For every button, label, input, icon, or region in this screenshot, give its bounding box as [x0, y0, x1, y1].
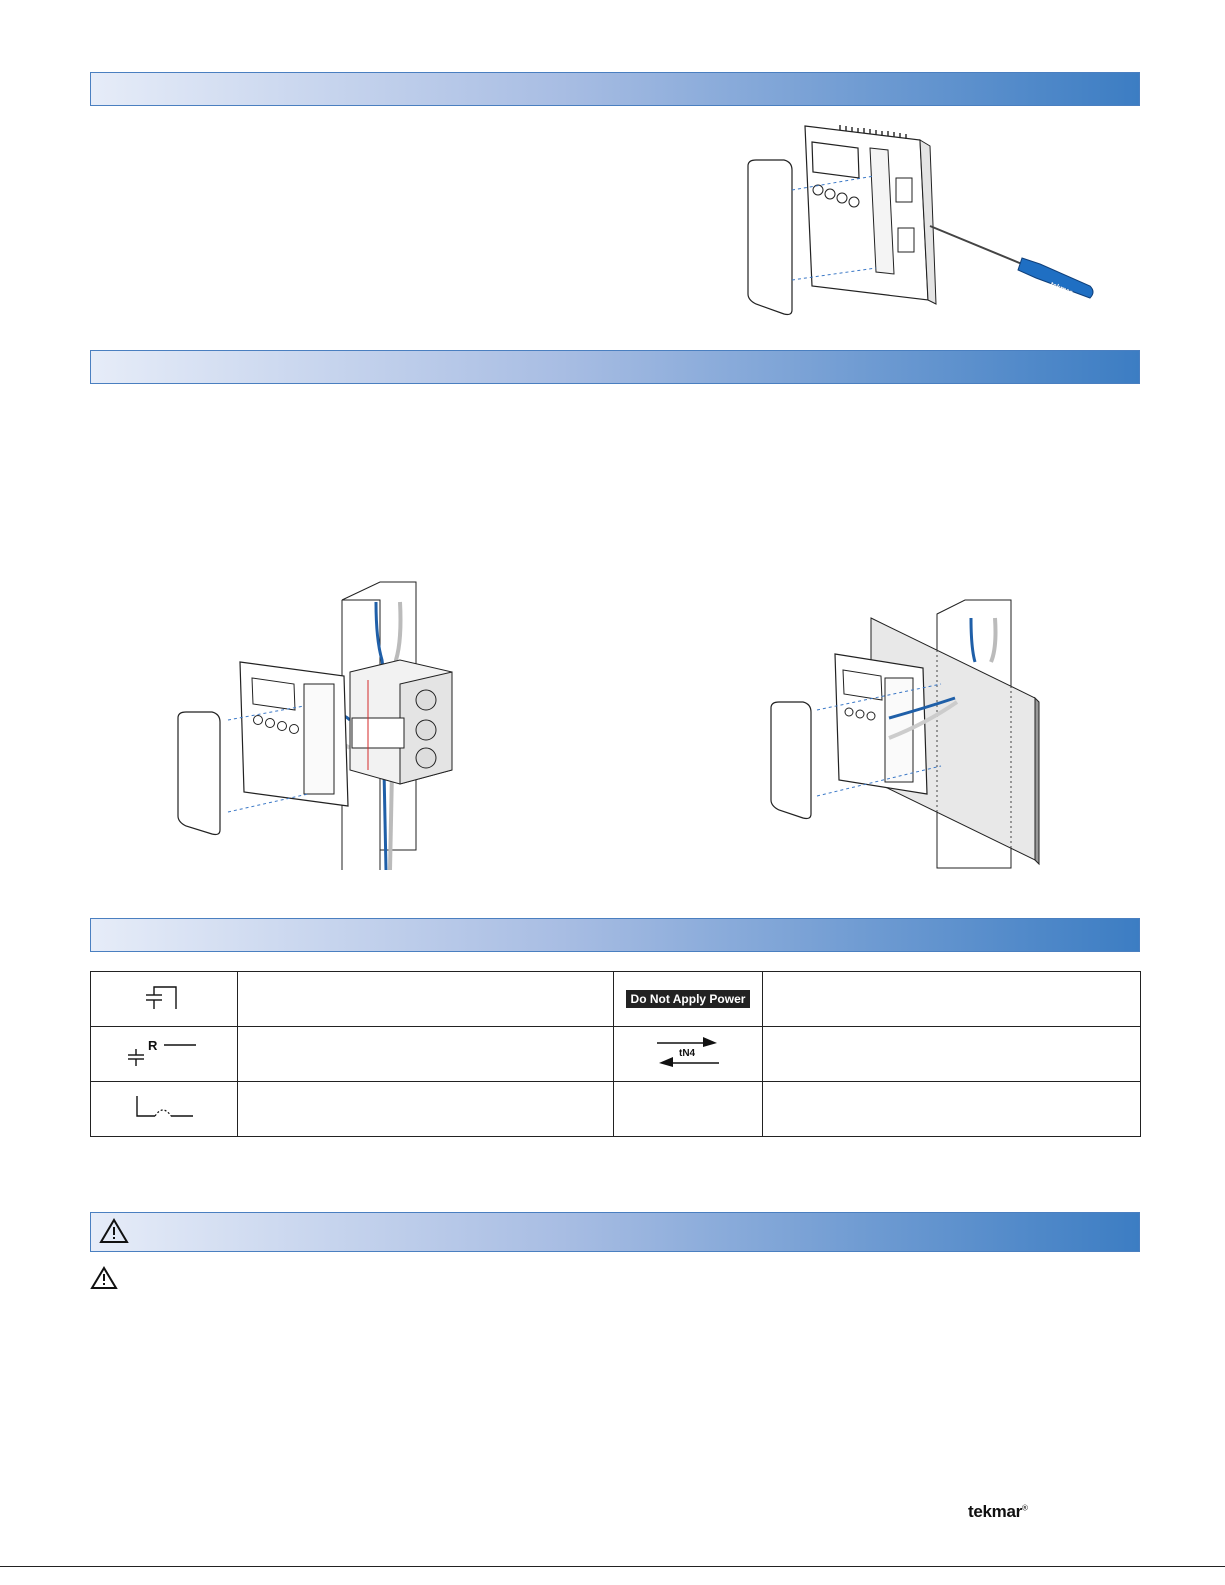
description-cell: [238, 1082, 614, 1137]
tn4-communication-icon: [655, 1035, 721, 1069]
svg-text:tekmar: tekmar: [1049, 281, 1074, 297]
table-row: [91, 1027, 1141, 1082]
electrical-box-mounting-illustration: [170, 580, 490, 875]
cover-removal-illustration: [740, 118, 1100, 318]
footer-rule: [0, 1566, 1225, 1567]
description-cell: [238, 972, 614, 1027]
screwdriver: [930, 226, 1093, 298]
symbol-cell: [91, 972, 238, 1027]
description-cell: [763, 1082, 1141, 1137]
section-header-bar-1: [90, 72, 1140, 106]
relay-label: R: [148, 1037, 158, 1053]
warning-triangle-icon: [90, 1266, 118, 1290]
symbol-cell: [614, 1082, 763, 1137]
relay-contact-icon: [126, 1037, 202, 1067]
symbol-cell: [614, 972, 763, 1027]
table-row: [91, 972, 1141, 1027]
front-cover: [771, 702, 811, 819]
symbol-cell: [614, 1027, 763, 1082]
symbol-cell: [91, 1082, 238, 1137]
front-cover: [748, 160, 792, 315]
symbols-table: [90, 971, 1141, 1137]
warning-triangle-icon: [99, 1218, 129, 1244]
dry-contact-icon: [142, 983, 186, 1011]
wall-mounting-illustration: [765, 598, 1055, 873]
thermostat-body: [805, 125, 936, 304]
electrical-box: [350, 660, 452, 784]
section-header-bar-2: [90, 350, 1140, 384]
section-header-bar-caution: [90, 1212, 1140, 1252]
description-cell: [238, 1027, 614, 1082]
section-header-bar-3: [90, 918, 1140, 952]
wire-jumper-icon: [133, 1092, 195, 1122]
tn4-label: tN4: [679, 1047, 696, 1059]
symbol-cell: [91, 1027, 238, 1082]
tekmar-logo: tekmar®: [968, 1502, 1028, 1521]
description-cell: [763, 1027, 1141, 1082]
thermostat-base: [240, 662, 348, 806]
do-not-apply-power-label: Do Not Apply Power: [626, 990, 751, 1008]
table-row: [91, 1082, 1141, 1137]
description-cell: [763, 972, 1141, 1027]
front-cover: [178, 712, 220, 835]
